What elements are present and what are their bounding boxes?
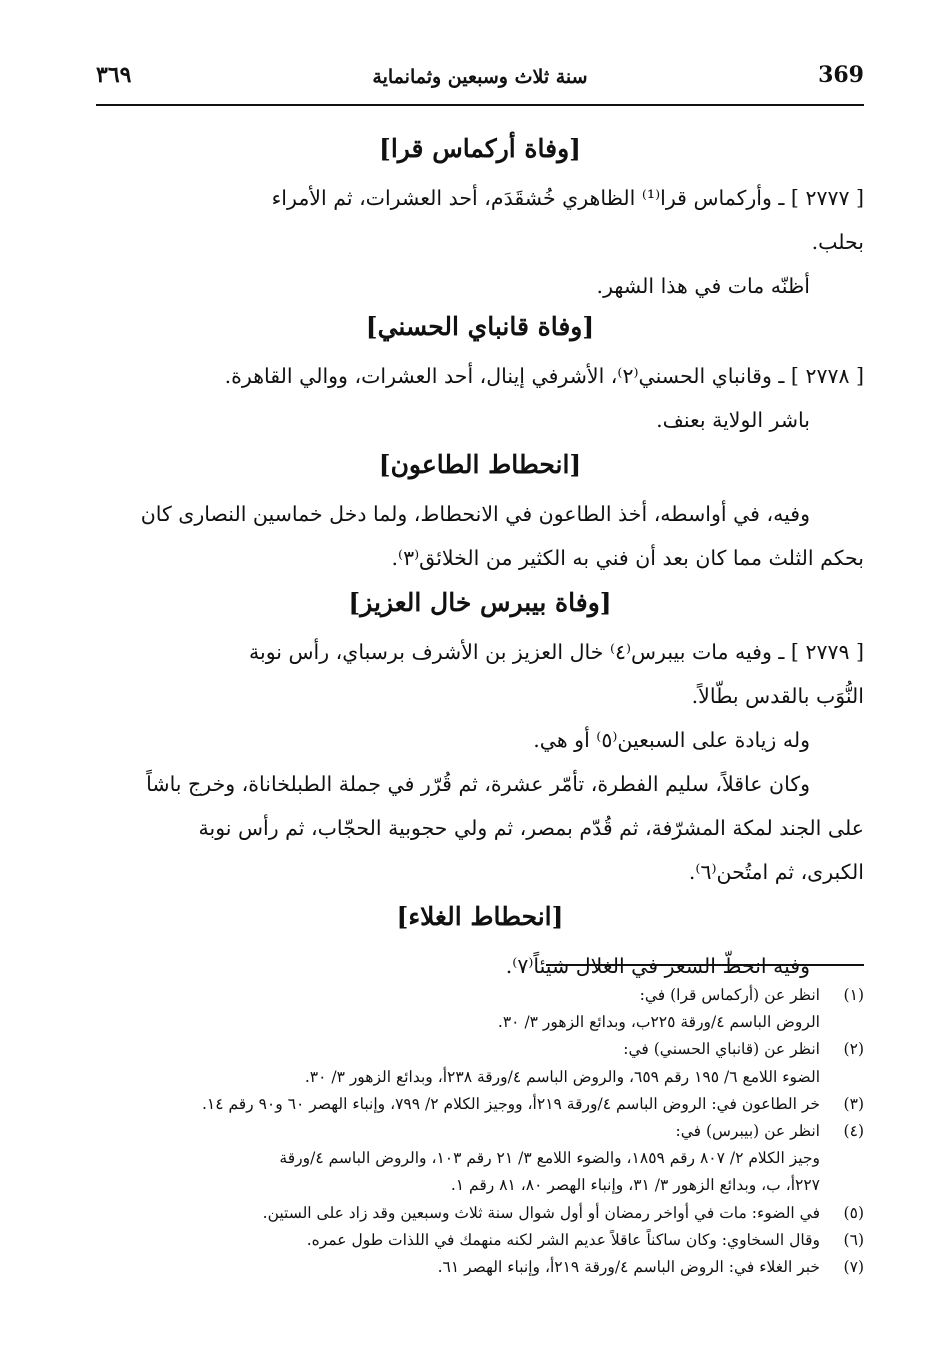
footnote <box>96 1091 864 1118</box>
footnote <box>96 1036 864 1063</box>
paragraph: أظنّه مات في هذا الشهر. <box>596 274 810 298</box>
section-heading: [وفاة قانباي الحسني] <box>365 312 595 341</box>
entry-paragraph-cont: بحلب. <box>811 230 864 254</box>
footnote-text: خبر الغلاء في: الروض الباسم ٤/ورقة ٢١٩أ، وإنباء الهصر ٦١. <box>437 1258 820 1277</box>
footnote-number: (١) <box>843 986 864 1004</box>
footnote-text: انظر عن (أركماس قرا) في: <box>639 986 820 1004</box>
footnote-text: وقال السخاوي: وكان ساكناً عاقلاً عديم الشر لكنه منهمك في اللذات طول عمره. <box>306 1230 820 1249</box>
entry-paragraph: [ ٢٧٧٩ ] ـ وفيه مات بيبرس⁽٤⁾ خال العزيز بن الأشرف برسباي، رأس نوبة <box>249 640 864 664</box>
footnote <box>96 1254 864 1281</box>
entry-paragraph: [ ٢٧٧٨ ] ـ وقانباي الحسني⁽٢⁾، الأشرفي إينال، أحد العشرات، ووالي القاهرة. <box>224 364 864 388</box>
footnote-text: في الضوء: مات في أواخر رمضان أو أول شوال سنة ثلاث وسبعين وقد زاد على الستين. <box>262 1203 820 1222</box>
footnote <box>96 982 864 1009</box>
footnote-number: (٧) <box>843 1258 864 1277</box>
footnote-text: الضوء اللامع ٦/ ١٩٥ رقم ٦٥٩، والروض الباسم ٤/ورقة ٢٣٨أ، وبدائع الزهور ٣/ ٣٠. <box>304 1067 820 1086</box>
footnote-number: (٤) <box>843 1122 864 1141</box>
footnote-number: (٣) <box>843 1094 864 1113</box>
footnote <box>96 1118 864 1145</box>
footnote-divider <box>546 964 864 966</box>
running-title: سنة ثلاث وسبعين وثمانماية <box>372 66 588 88</box>
footnote-text: وجيز الكلام ٢/ ٨٠٧ رقم ١٨٥٩، والضوء اللامع ٣/ ٢١ رقم ١٠٣، والروض الباسم ٤/ورقة <box>279 1149 820 1168</box>
paragraph-cont: بحكم الثلث مما كان بعد أن فني به الكثير من الخلائق⁽٣⁾. <box>391 546 864 570</box>
paragraph: وله زيادة على السبعين⁽٥⁾ أو هي. <box>533 728 810 752</box>
paragraph: وكان عاقلاً، سليم الفطرة، تأمّر عشرة، ثم قُرّر في جملة الطبلخاناة، وخرج باشاً <box>146 772 810 796</box>
page-number-arabic: ٣٦٩ <box>96 62 132 88</box>
section-heading: [وفاة بيبرس خال العزيز] <box>348 588 612 617</box>
footnote-number: (٥) <box>843 1203 864 1222</box>
main-text <box>96 130 864 988</box>
paragraph: وفيه، في أواسطه، أخذ الطاعون في الانحطاط، ولما دخل خماسين النصارى كان <box>140 502 810 526</box>
entry-paragraph: [ ٢٧٧٧ ] ـ وأركماس قرا⁽¹⁾ الظاهري خُشقَدَم، أحد العشرات، ثم الأمراء <box>271 186 864 210</box>
section-heading: [انحطاط الطاعون] <box>378 450 582 479</box>
paragraph-cont: على الجند لمكة المشرّفة، ثم قُدّم بمصر، ثم ولي حجوبية الحجّاب، ثم رأس نوبة <box>198 816 864 840</box>
footnote-number: (٢) <box>843 1040 864 1059</box>
footnote-text: خر الطاعون في: الروض الباسم ٤/ورقة ٢١٩أ، ووجيز الكلام ٢/ ٧٩٩، وإنباء الهصر ٦٠ و٩٠ رقم ١٤. <box>201 1094 820 1113</box>
footnote-text: الروض الباسم ٤/ورقة ٢٢٥ب، وبدائع الزهور ٣/ ٣٠. <box>497 1013 820 1032</box>
footnote-number: (٦) <box>843 1230 864 1249</box>
footnote <box>96 1200 864 1227</box>
footnote-text: ٢٢٧أ، ب، وبدائع الزهور ٣/ ٣١، وإنباء الهصر ٨٠، ٨١ رقم ١. <box>450 1176 820 1195</box>
footnotes <box>96 982 864 1281</box>
page-header <box>96 58 864 106</box>
paragraph: وفيه انحطّ السعر في الغلال شيئاً⁽٧⁾. <box>505 954 810 978</box>
footnote <box>96 1227 864 1254</box>
section-heading: [وفاة أركماس قرا] <box>378 134 581 163</box>
footnote-text: انظر عن (قانباي الحسني) في: <box>623 1040 820 1059</box>
paragraph: باشر الولاية بعنف. <box>656 408 810 432</box>
paragraph-cont: الكبرى، ثم امتُحن⁽٦⁾. <box>688 860 864 884</box>
page-number: 369 <box>818 62 864 88</box>
book-page <box>96 58 864 1348</box>
footnote-text: انظر عن (بيبرس) في: <box>675 1122 820 1141</box>
section-heading: [انحطاط الغلاء] <box>396 902 564 931</box>
entry-paragraph-cont: النُّوَب بالقدس بطّالاً. <box>691 684 864 708</box>
